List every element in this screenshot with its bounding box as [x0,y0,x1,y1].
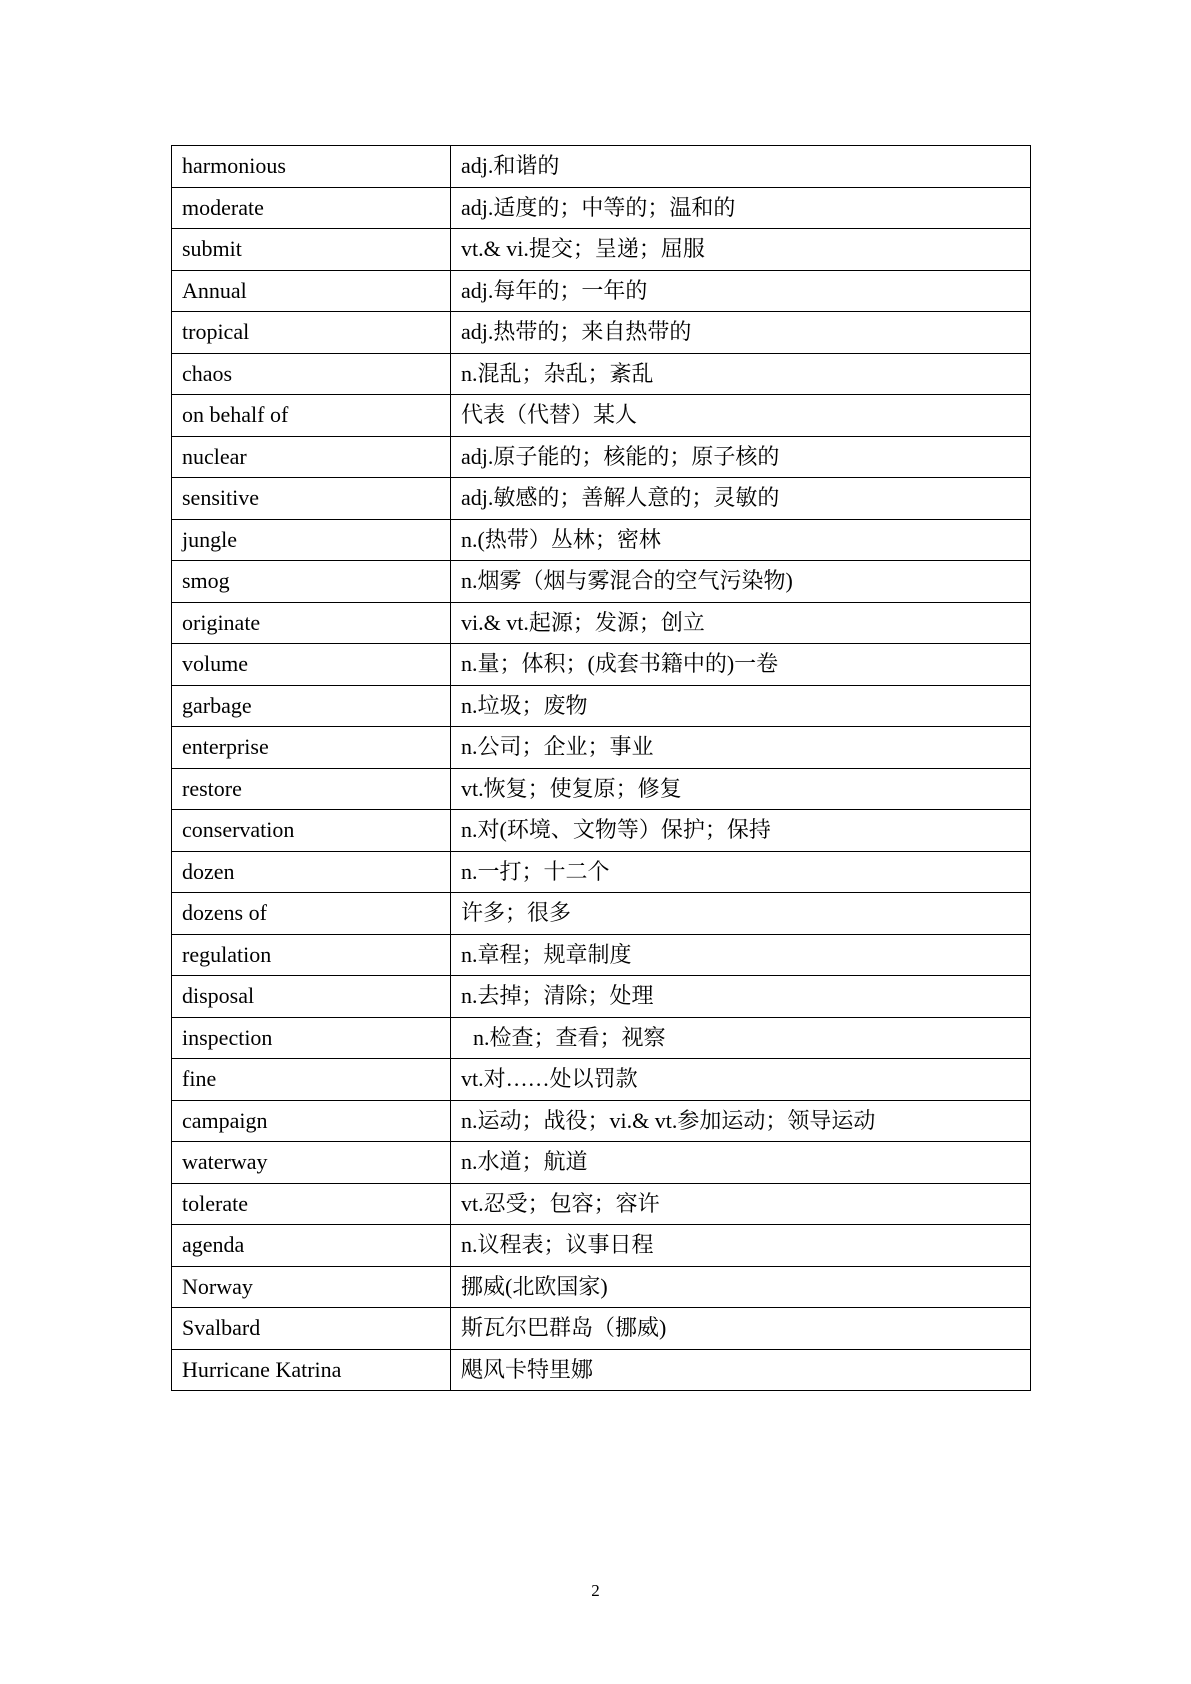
word-cell: sensitive [172,478,451,520]
word-cell: restore [172,768,451,810]
meaning-cell: 许多；很多 [451,893,1031,935]
meaning-cell: n.(热带）丛林；密林 [451,519,1031,561]
table-row [172,768,1031,810]
meaning-cell: n.对(环境、文物等）保护；保持 [451,810,1031,852]
word-cell: conservation [172,810,451,852]
table-row [172,893,1031,935]
word-cell: volume [172,644,451,686]
meaning-cell: n.去掉；清除；处理 [451,976,1031,1018]
meaning-cell: vi.& vt.起源；发源；创立 [451,602,1031,644]
table-row [172,934,1031,976]
table-row [172,478,1031,520]
word-cell: on behalf of [172,395,451,437]
table-row [172,187,1031,229]
word-cell: garbage [172,685,451,727]
word-cell: smog [172,561,451,603]
word-cell: nuclear [172,436,451,478]
meaning-cell: vt.忍受；包容；容许 [451,1183,1031,1225]
word-cell: waterway [172,1142,451,1184]
meaning-cell: adj.热带的；来自热带的 [451,312,1031,354]
table-row [172,561,1031,603]
word-cell: Norway [172,1266,451,1308]
table-row [172,436,1031,478]
meaning-cell: n.章程；规章制度 [451,934,1031,976]
meaning-cell: n.水道；航道 [451,1142,1031,1184]
meaning-cell: adj.适度的；中等的；温和的 [451,187,1031,229]
meaning-cell: n.垃圾；废物 [451,685,1031,727]
table-row [172,146,1031,188]
meaning-cell: vt.对……处以罚款 [451,1059,1031,1101]
meaning-cell: n.混乱；杂乱；紊乱 [451,353,1031,395]
table-row [172,976,1031,1018]
word-cell: Annual [172,270,451,312]
meaning-cell: n.检查；查看；视察 [451,1017,1031,1059]
word-cell: Svalbard [172,1308,451,1350]
word-cell: originate [172,602,451,644]
meaning-cell: 斯瓦尔巴群岛（挪威) [451,1308,1031,1350]
meaning-cell: n.一打；十二个 [451,851,1031,893]
meaning-cell: vt.& vi.提交；呈递；屈服 [451,229,1031,271]
word-cell: fine [172,1059,451,1101]
word-cell: submit [172,229,451,271]
table-row [172,602,1031,644]
table-row [172,312,1031,354]
meaning-cell: 飓风卡特里娜 [451,1349,1031,1391]
meaning-cell: vt.恢复；使复原；修复 [451,768,1031,810]
table-row [172,1183,1031,1225]
table-row [172,395,1031,437]
word-cell: jungle [172,519,451,561]
table-row [172,727,1031,769]
meaning-cell: n.烟雾（烟与雾混合的空气污染物) [451,561,1031,603]
table-row [172,1349,1031,1391]
meaning-cell: 挪威(北欧国家) [451,1266,1031,1308]
table-row [172,1017,1031,1059]
table-row [172,810,1031,852]
table-row [172,1266,1031,1308]
word-cell: agenda [172,1225,451,1267]
table-row [172,685,1031,727]
table-row [172,519,1031,561]
table-row [172,270,1031,312]
word-cell: moderate [172,187,451,229]
word-cell: dozens of [172,893,451,935]
word-cell: campaign [172,1100,451,1142]
word-cell: inspection [172,1017,451,1059]
word-cell: tolerate [172,1183,451,1225]
table-row [172,1100,1031,1142]
meaning-cell: adj.每年的；一年的 [451,270,1031,312]
table-row [172,1142,1031,1184]
meaning-cell: n.量；体积；(成套书籍中的)一卷 [451,644,1031,686]
meaning-cell: adj.原子能的；核能的；原子核的 [451,436,1031,478]
vocabulary-table [171,145,1031,1391]
table-row [172,644,1031,686]
meaning-cell: n.公司；企业；事业 [451,727,1031,769]
table-row [172,851,1031,893]
word-cell: dozen [172,851,451,893]
word-cell: disposal [172,976,451,1018]
word-cell: enterprise [172,727,451,769]
word-cell: tropical [172,312,451,354]
meaning-cell: n.议程表；议事日程 [451,1225,1031,1267]
meaning-cell: adj.敏感的；善解人意的；灵敏的 [451,478,1031,520]
word-cell: Hurricane Katrina [172,1349,451,1391]
meaning-cell: n.运动；战役；vi.& vt.参加运动；领导运动 [451,1100,1031,1142]
meaning-cell: adj.和谐的 [451,146,1031,188]
table-row [172,229,1031,271]
word-cell: chaos [172,353,451,395]
table-row [172,1308,1031,1350]
vocabulary-table-body [172,146,1031,1391]
meaning-cell: 代表（代替）某人 [451,395,1031,437]
table-row [172,353,1031,395]
word-cell: regulation [172,934,451,976]
table-row [172,1225,1031,1267]
word-cell: harmonious [172,146,451,188]
table-row [172,1059,1031,1101]
page-number: 2 [591,1581,600,1600]
